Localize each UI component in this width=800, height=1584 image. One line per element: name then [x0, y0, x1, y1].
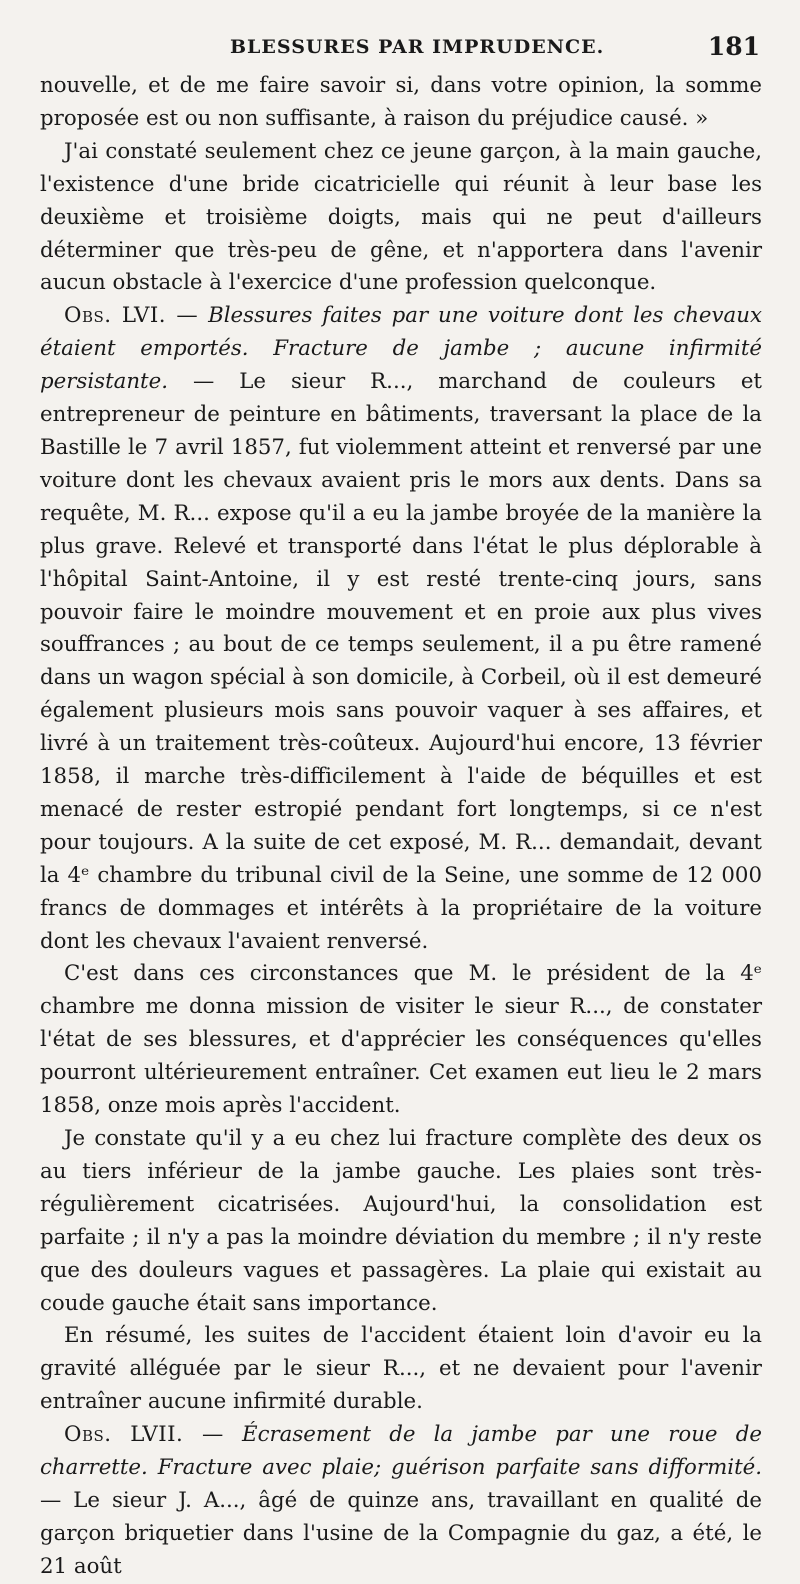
paragraph — [40, 1320, 762, 1419]
observation-title: Blessures faites par une voiture dont les chevaux étaient emportés. Fracture de jambe ; aucune infirmité persistante. — [40, 303, 762, 395]
paragraph — [40, 1123, 762, 1320]
paragraph — [40, 958, 762, 1123]
paragraph-text: C'est dans ces circonstances que M. le président de la 4ᵉ chambre me donna mission de visiter le sieur R..., de constater l'état de ses blessures, et d'apprécier les conséquences qu'elles pourront ultérieurement entraîner. Cet examen eut lieu le 2 mars 1858, onze mois après l'accident. — [40, 961, 762, 1119]
paragraph — [40, 136, 762, 301]
observation-label: Obs. LVII. — — [64, 1422, 224, 1448]
paragraph-text: En résumé, les suites de l'accident étaient loin d'avoir eu la gravité alléguée par le sieur R..., et ne devaient pour l'avenir entraîner aucune infirmité durable. — [40, 1323, 762, 1415]
observation-label: Obs. LVI. — — [64, 303, 199, 329]
paragraph-text: — Le sieur R..., marchand de couleurs et entrepreneur de peinture en bâtiments, traversant la place de la Bastille le 7 avril 1857, fut violemment atteint et renversé par une voiture dont les chevaux avaient pris le mors aux dents. Dans sa requête, M. R... expose qu'il a eu la jambe broyée de la manière la plus grave. Relevé et transporté dans l'état le plus déplorable à l'hôpital Saint-Antoine, il y est resté trente-cinq jours, sans pouvoir faire le moindre mouvement et en proie aux plus vives souffrances ; au bout de ce temps seulement, il a pu être ramené dans un wagon spécial à son domicile, à Corbeil, où il est demeuré également plusieurs mois sans pouvoir vaquer à ses affaires, et livré à un traitement très-coûteux. Aujourd'hui encore, 13 février 1858, il marche très-difficilement à l'aide de béquilles et est menacé de rester estropié pendant fort longtemps, si ce n'est pour toujours. A la suite de cet exposé, M. R... demandait, devant la 4ᵉ chambre du tribunal civil de la Seine, une somme de 12 000 francs de dommages et intérêts à la propriétaire de la voiture dont les chevaux l'avaient renversé. — [40, 369, 762, 954]
paragraph-text: J'ai constaté seulement chez ce jeune garçon, à la main gauche, l'existence d'une bride cicatricielle qui réunit à leur base les deuxième et troisième doigts, mais qui ne peut d'ailleurs déterminer que très-peu de gêne, et n'apportera dans l'avenir aucun obstacle à l'exercice d'une profession quelconque. — [40, 138, 762, 296]
observation-title: Écrasement de la jambe par une roue de charrette. Fracture avec plaie; guérison parfaite sans difformité. — [40, 1422, 762, 1481]
observation-paragraph — [40, 300, 762, 958]
body-text — [40, 70, 762, 1584]
paragraph-text: — Le sieur J. A..., âgé de quinze ans, travaillant en qualité de garçon briquetier dans l'usine de la Compagnie du gaz, a été, le 21 août — [40, 1487, 762, 1579]
page-header — [40, 30, 762, 70]
paragraph — [40, 70, 762, 136]
running-title: BLESSURES PAR IMPRUDENCE. — [230, 36, 605, 58]
paragraph-text: Je constate qu'il y a eu chez lui fracture complète des deux os au tiers inférieur de la jambe gauche. Les plaies sont très-régulièrement cicatrisées. Aujourd'hui, la consolidation est parfaite ; il n'y a pas la moindre déviation du membre ; il n'y reste que des douleurs vagues et passagères. La plaie qui existait au coude gauche était sans importance. — [40, 1126, 762, 1316]
paragraph-text: nouvelle, et de me faire savoir si, dans votre opinion, la somme proposée est ou non suffisante, à raison du préjudice causé. » — [40, 73, 762, 131]
observation-paragraph — [40, 1419, 762, 1584]
page-number: 181 — [707, 32, 760, 61]
